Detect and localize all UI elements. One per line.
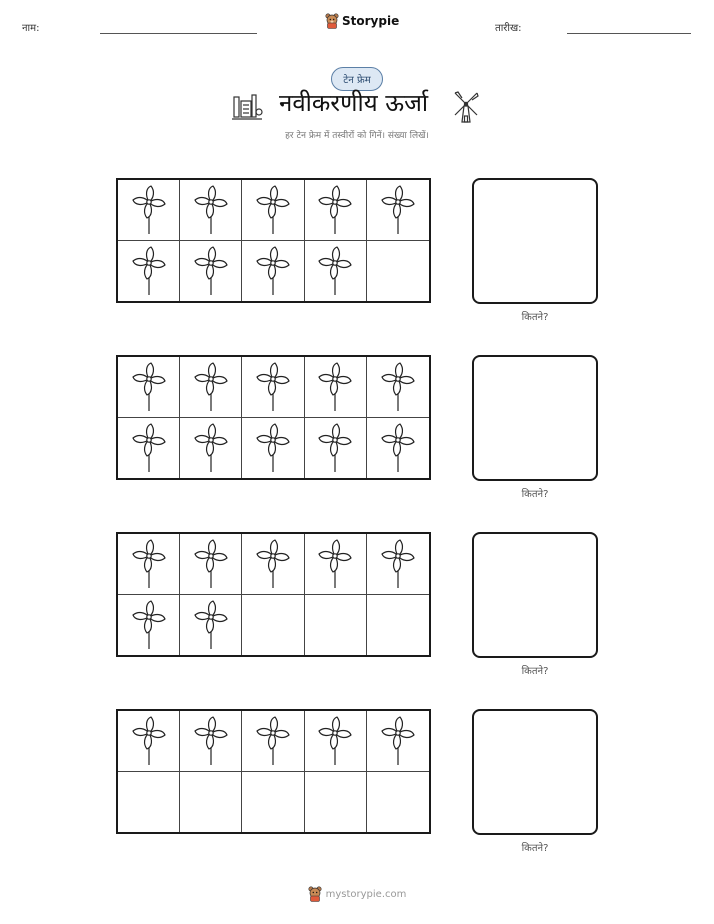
pinwheel-icon [318, 715, 352, 767]
pinwheel-icon [318, 361, 352, 413]
ten-frame-cell [367, 241, 429, 302]
ten-frame-cell [180, 595, 242, 656]
pinwheel-icon [318, 184, 352, 236]
instructions: हर टेन फ्रेम में तस्वीरों को गिनें। संख्या लिखें। [285, 131, 429, 141]
ten-frame-cell [367, 180, 429, 241]
ten-frame-4 [116, 709, 431, 834]
ten-frame-cell [180, 241, 242, 302]
ten-frame-2 [116, 355, 431, 480]
pinwheel-icon [381, 184, 415, 236]
factory-icon [232, 93, 264, 121]
ten-frame-cell [118, 772, 180, 833]
answer-label: कितने? [521, 312, 549, 323]
ten-frame-cell [305, 418, 367, 479]
ten-frame-cell [367, 418, 429, 479]
date-line[interactable] [567, 33, 691, 34]
name-label: नाम: [22, 23, 40, 34]
pinwheel-icon [132, 422, 166, 474]
pinwheel-icon [256, 184, 290, 236]
ten-frame-cell [367, 357, 429, 418]
pinwheel-icon [194, 715, 228, 767]
ten-frame-cell [305, 772, 367, 833]
pinwheel-icon [256, 245, 290, 297]
ten-frame-1 [116, 178, 431, 303]
pinwheel-icon [194, 361, 228, 413]
pinwheel-icon [256, 422, 290, 474]
ten-frame-cell [118, 241, 180, 302]
pinwheel-icon [256, 361, 290, 413]
ten-frame-cell [367, 711, 429, 772]
pinwheel-icon [132, 184, 166, 236]
ten-frame-cell [305, 357, 367, 418]
ten-frame-cell [118, 595, 180, 656]
ten-frame-cell [118, 711, 180, 772]
pinwheel-icon [194, 599, 228, 651]
footer [0, 886, 714, 902]
worksheet-type-badge: टेन फ्रेम [331, 67, 383, 91]
ten-frame-cell [118, 180, 180, 241]
pinwheel-icon [194, 245, 228, 297]
answer-box-3[interactable] [472, 532, 598, 658]
ten-frame-cell [242, 180, 304, 241]
pinwheel-icon [132, 245, 166, 297]
ten-frame-cell [305, 534, 367, 595]
ten-frame-cell [242, 418, 304, 479]
pinwheel-icon [256, 538, 290, 590]
windmill-icon [452, 90, 480, 124]
ten-frame-cell [180, 772, 242, 833]
pinwheel-icon [194, 422, 228, 474]
ten-frame-cell [305, 241, 367, 302]
date-label: तारीख: [495, 23, 522, 34]
answer-label: कितने? [521, 843, 549, 854]
bear-mascot-icon [308, 886, 322, 902]
pinwheel-icon [256, 715, 290, 767]
ten-frame-cell [242, 772, 304, 833]
bear-mascot-icon [325, 13, 339, 29]
answer-label: कितने? [521, 489, 549, 500]
ten-frame-cell [305, 711, 367, 772]
ten-frame-cell [242, 711, 304, 772]
ten-frame-3 [116, 532, 431, 657]
pinwheel-icon [381, 538, 415, 590]
pinwheel-icon [318, 538, 352, 590]
answer-box-1[interactable] [472, 178, 598, 304]
brand-logo [325, 13, 399, 29]
ten-frame-cell [242, 534, 304, 595]
ten-frame-cell [242, 595, 304, 656]
ten-frame-cell [118, 418, 180, 479]
answer-box-4[interactable] [472, 709, 598, 835]
ten-frame-cell [242, 241, 304, 302]
name-line[interactable] [100, 33, 257, 34]
pinwheel-icon [381, 715, 415, 767]
pinwheel-icon [132, 361, 166, 413]
pinwheel-icon [132, 599, 166, 651]
pinwheel-icon [132, 715, 166, 767]
ten-frame-cell [118, 357, 180, 418]
pinwheel-icon [318, 422, 352, 474]
ten-frame-cell [242, 357, 304, 418]
ten-frame-cell [180, 180, 242, 241]
answer-label: कितने? [521, 666, 549, 677]
pinwheel-icon [194, 538, 228, 590]
page-title: नवीकरणीय ऊर्जा [279, 89, 429, 117]
brand-name: Storypie [342, 14, 400, 28]
ten-frame-cell [180, 418, 242, 479]
ten-frame-cell [305, 595, 367, 656]
answer-box-2[interactable] [472, 355, 598, 481]
ten-frame-cell [180, 711, 242, 772]
pinwheel-icon [381, 361, 415, 413]
ten-frame-cell [367, 595, 429, 656]
pinwheel-icon [381, 422, 415, 474]
pinwheel-icon [194, 184, 228, 236]
pinwheel-icon [318, 245, 352, 297]
ten-frame-cell [367, 534, 429, 595]
ten-frame-cell [367, 772, 429, 833]
ten-frame-cell [180, 357, 242, 418]
ten-frame-cell [118, 534, 180, 595]
footer-url: mystorypie.com [325, 888, 407, 900]
ten-frame-cell [180, 534, 242, 595]
pinwheel-icon [132, 538, 166, 590]
ten-frame-cell [305, 180, 367, 241]
